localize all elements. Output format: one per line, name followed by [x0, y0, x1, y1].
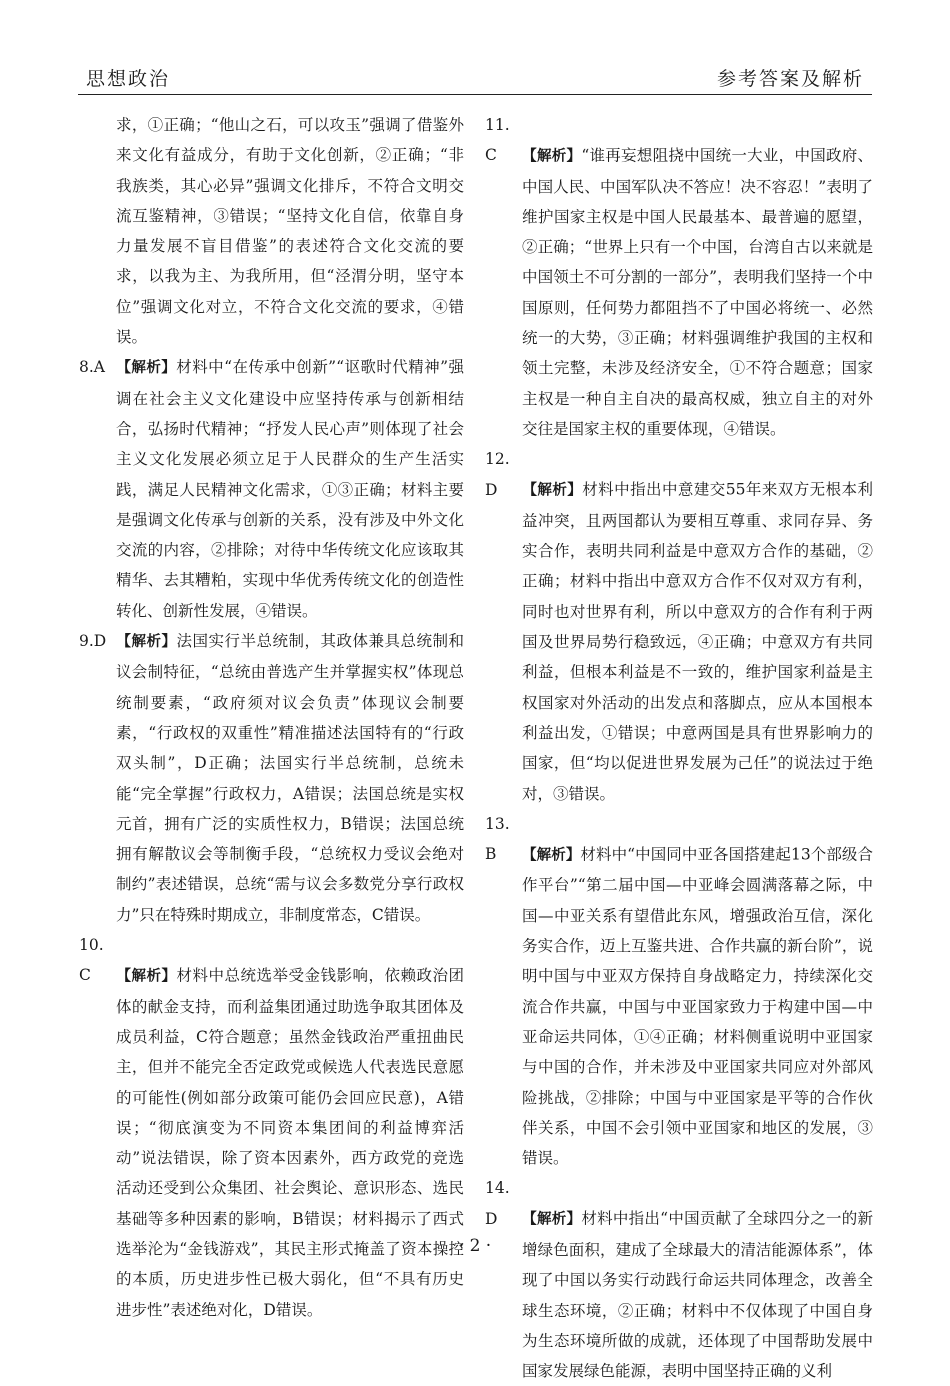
question-number: 12.D: [485, 450, 510, 499]
left-column: [79, 110, 464, 1325]
analysis-label: 【解析】: [522, 482, 583, 499]
answer-item-11: [485, 110, 873, 444]
analysis-label: 【解析】: [522, 148, 582, 165]
analysis-text: 材料中“在传承中创新”“讴歌时代精神”强调在社会主义文化建设中应坚持传承与创新相结合，弘扬时代精神；“抒发人民心声”则体现了社会主义文化发展必须立足于人民群众的生产生活实践，满足人民精神文化需求，①③正确；材料主要是强调文化传承与创新的关系，没有涉及中外文化交流的内容，②排除；对待中华传统文化应该取其精华、去其糟粕，实现中华优秀传统文化的创造性转化、创新性发展，④错误。: [116, 358, 465, 620]
question-number: 10.C: [79, 936, 104, 985]
question-number: 14.D: [485, 1179, 510, 1228]
analysis-text: 法国实行半总统制，其政体兼具总统制和议会制特征，“总统由普选产生并掌握实权”体现总统制要素，“政府须对议会负责”体现议会制要素，“行政权的双重性”精准描述法国特有的“行政双头制”，D正确；法国实行半总统制，总统未能“完全掌握”行政权力，A错误；法国总统是实权元首，拥有广泛的实质性权力，B错误；法国总统拥有解散议会等制衡手段，“总统权力受议会绝对制约”表述错误，总统“需与议会多数党分享行政权力”只在特殊时期成立，非制度常态，C错误。: [116, 632, 464, 924]
answer-item-9: [79, 626, 464, 930]
answer-item-10: [79, 930, 464, 1325]
continued-paragraph: 求，①正确；“他山之石，可以攻玉”强调了借鉴外来文化有益成分，有助于文化创新，②正确；“非我族类，其心必异”强调文化排斥，不符合文明交流互鉴精神，③错误；“坚持文化自信，依靠自身力量发展不盲目借鉴”的表述符合文化交流的要求，以我为主、为我所用，但“泾渭分明，坚守本位”强调文化对立，不符合文化交流的要求，④错误。: [116, 116, 464, 347]
question-number: 9.D: [79, 632, 107, 651]
analysis-label: 【解析】: [116, 968, 177, 985]
header-title: 参考答案及解析: [716, 68, 864, 90]
question-number: 13.B: [485, 814, 510, 864]
right-column: [485, 110, 873, 1386]
analysis-text: 材料中指出中意建交55年来双方无根本利益冲突，且两国都认为要相互尊重、求同存异、务实合作，表明共同利益是中意双方合作的基础，②正确；材料中指出中意双方合作不仅对双方有利，同时也对世界有利，所以中意双方的合作有利于两国及世界局势行稳致远，④正确；中意双方有共同利益，但根本利益是不一致的，维护国家利益是主权国家对外活动的出发点和落脚点，应从本国根本利益出发，①错误；中意两国是具有世界影响力的国家，但“均以促进世界发展为己任”的说法过于绝对，③错误。: [522, 480, 874, 803]
answer-item-14: [485, 1173, 873, 1386]
answer-item-8: [79, 352, 464, 626]
analysis-text: “谁再妄想阻挠中国统一大业，中国政府、中国人民、中国军队决不答应！决不容忍！”表明了维护国家主权是中国人民最基本、最普遍的愿望，②正确；“世界上只有一个中国，台湾自古以来就是中国领土不可分割的一部分”，表明我们坚持一个中国原则，任何势力都阻挡不了中国必将统一、必然统一的大势，③正确；材料强调维护我国的主权和领土完整，未涉及经济安全，①不符合题意；国家主权是一种自主自决的最高权威，独立自主的对外交往是国家主权的重要体现，④错误。: [522, 146, 873, 438]
analysis-label: 【解析】: [522, 1211, 582, 1228]
header-subject: 思想政治: [86, 68, 171, 90]
analysis-label: 【解析】: [522, 847, 581, 864]
page-header: [78, 58, 872, 95]
analysis-text: 材料中指出“中国贡献了全球四分之一的新增绿色面积，建成了全球最大的清洁能源体系”，体现了中国以务实行动践行命运共同体理念，改善全球生态环境，②正确；材料中不仅体现了中国自身为生态环境所做的成就，还体现了中国帮助发展中国家发展绿色能源，表明中国坚持正确的义利: [522, 1209, 873, 1381]
analysis-text: 材料中总统选举受金钱影响，依赖政治团体的献金支持，而利益集团通过助选争取其团体及成员利益，C符合题意；虽然金钱政治严重扭曲民主，但并不能完全否定政党或候选人代表选民意愿的可能性(例如部分政策可能仍会回应民意)，A错误；“彻底演变为不同资本集团间的利益博弈活动”说法错误，除了资本因素外，西方政党的竞选活动还受到公众集团、社会舆论、意识形态、选民基础等多种因素的影响，B错误；材料揭示了西式选举沦为“金钱游戏”，其民主形式掩盖了资本操控的本质，历史进步性已极大弱化，但“不具有历史进步性”表述绝对化，D错误。: [116, 966, 464, 1319]
page-number: · 2 ·: [458, 1236, 492, 1256]
question-number: 8.A: [79, 358, 105, 377]
question-number: 11.C: [485, 116, 510, 165]
analysis-label: 【解析】: [116, 360, 177, 377]
analysis-label: 【解析】: [116, 634, 177, 651]
answer-item-13: [485, 809, 873, 1174]
answer-item-12: [485, 444, 873, 809]
analysis-text: 材料中“中国同中亚各国搭建起13个部级合作平台”“第二届中国—中亚峰会圆满落幕之际，中国—中亚关系有望借此东风，增强政治互信，深化务实合作，迈上互鉴共进、合作共赢的新台阶”，说明中国与中亚双方保持自身战略定力，持续深化交流合作共赢，中国与中亚国家致力于构建中国—中亚命运共同体，①④正确；材料侧重说明中亚国家与中国的合作，并未涉及中亚国家共同应对外部风险挑战，②排除；中国与中亚国家是平等的合作伙伴关系，中国不会引领中亚国家和地区的发展，③错误。: [522, 845, 873, 1168]
